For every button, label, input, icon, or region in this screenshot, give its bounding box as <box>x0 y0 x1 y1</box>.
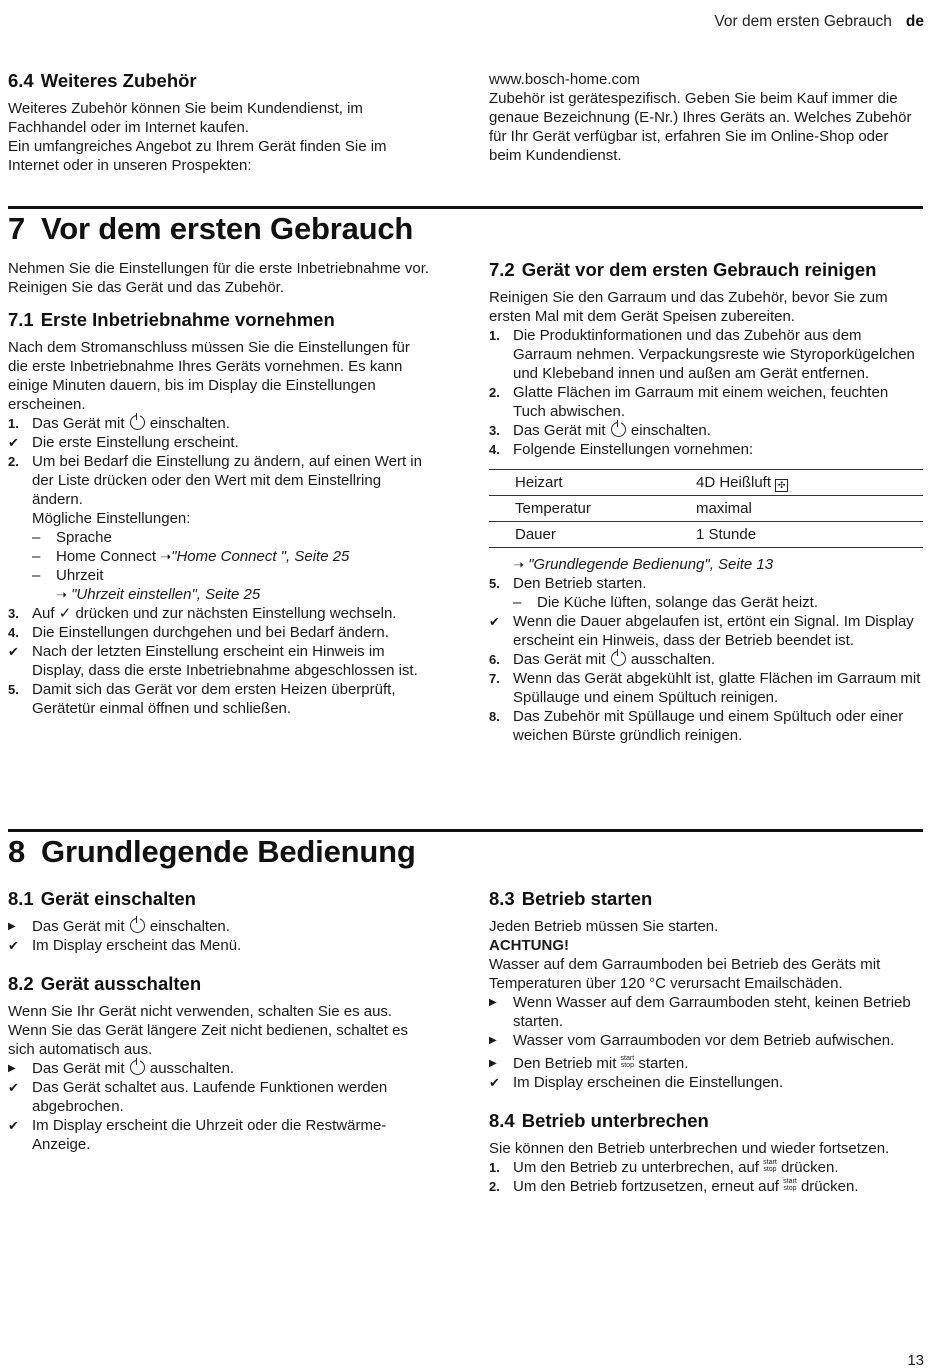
warning-text: Wasser auf dem Garraumboden bei Betrieb des Geräts mit Temperaturen über 120 °C verursacht Emailschäden. <box>489 956 881 992</box>
clean-step-5: 5. Den Betrieb starten. – Die Küche lüften, solange das Gerät heizt. <box>489 575 819 611</box>
step-3: 3. Auf ✓ drücken und zur nächsten Einstellung wechseln. <box>8 605 397 622</box>
chapter-7-rule <box>8 206 923 209</box>
power-icon <box>611 651 626 666</box>
start-action: ▶ Den Betrieb mit start stop starten. <box>489 1055 689 1072</box>
arrow-icon: ➝ <box>56 587 67 602</box>
bosch-url: www.bosch-home.com <box>489 71 640 88</box>
pause-step-1: 1. Um den Betrieb zu unterbrechen, auf start stop drücken. <box>489 1159 839 1176</box>
section-6-4-cont <box>489 70 923 165</box>
power-icon <box>130 918 145 933</box>
chapter-8-left-column <box>8 888 433 1154</box>
clean-result-5: ✔ Wenn die Dauer abgelaufen ist, ertönt ein Signal. Im Display erscheint ein Hinweis, dass der Betrieb beendet ist. <box>489 613 914 649</box>
step-1: 1. Das Gerät mit einschalten. <box>8 415 230 432</box>
power-icon <box>611 422 626 437</box>
check-icon: ✔ <box>8 1118 19 1133</box>
section-6-4-p2: Ein umfangreiches Angebot zu Ihrem Gerät finden Sie im Internet oder in unseren Prospekten: <box>8 138 387 174</box>
table-row: Temperatur maximal <box>489 496 923 522</box>
warning-action-1: ▶ Wenn Wasser auf dem Garraumboden steht, keinen Betrieb starten. <box>489 994 911 1030</box>
clean-step-8: 8. Das Zubehör mit Spüllauge und einem Spültuch oder einer weichen Bürste gründlich reinigen. <box>489 708 904 744</box>
section-8-2-heading: 8.2 Gerät ausschalten <box>8 973 202 994</box>
off-result-2: ✔ Im Display erscheint die Uhrzeit oder die Restwärme-Anzeige. <box>8 1117 387 1153</box>
step-2: 2. Um bei Bedarf die Einstellung zu ändern, auf einen Wert in der Liste drücken oder den Wert mit dem Einstellring ändern. Mögliche Einstellungen: <box>8 453 422 527</box>
running-header <box>714 12 924 31</box>
action-arrow-icon: ▶ <box>489 997 497 1008</box>
clean-step-2: 2. Glatte Flächen im Garraum mit einem weichen, feuchten Tuch abwischen. <box>489 384 889 420</box>
action-arrow-icon: ▶ <box>489 1035 497 1046</box>
section-7-2-heading: 7.2 Gerät vor dem ersten Gebrauch reinigen <box>489 259 877 280</box>
chapter-7-intro: Nehmen Sie die Einstellungen für die erste Inbetriebnahme vor. Reinigen Sie das Gerät und das Zubehör. <box>8 260 430 296</box>
action-arrow-icon: ▶ <box>8 921 16 932</box>
start-stop-icon: start stop <box>783 1178 797 1192</box>
section-7-1-heading: 7.1 Erste Inbetriebnahme vornehmen <box>8 309 335 330</box>
chapter-7-left-column <box>8 259 433 718</box>
section-8-4-intro: Sie können den Betrieb unterbrechen und wieder fortsetzen. <box>489 1140 890 1157</box>
off-result-1: ✔ Das Gerät schaltet aus. Laufende Funktionen werden abgebrochen. <box>8 1079 388 1115</box>
step-4: 4. Die Einstellungen durchgehen und bei Bedarf ändern. <box>8 624 389 641</box>
check-icon: ✔ <box>8 938 19 953</box>
on-action: ▶ Das Gerät mit einschalten. <box>8 918 230 935</box>
chapter-7-heading: 7 Vor dem ersten Gebrauch <box>8 211 414 246</box>
power-icon <box>130 1060 145 1075</box>
confirm-check-icon: ✓ <box>58 605 72 622</box>
section-8-3-heading: 8.3 Betrieb starten <box>489 888 653 909</box>
clean-step-7: 7. Wenn das Gerät abgekühlt ist, glatte Flächen im Garraum mit Spüllauge und einem Spültuch reinigen. <box>489 670 921 706</box>
check-icon: ✔ <box>8 435 19 450</box>
check-icon: ✔ <box>8 644 19 659</box>
header-lang: de <box>905 13 924 30</box>
power-icon <box>130 415 145 430</box>
option-language: – Sprache <box>32 529 112 546</box>
settings-table <box>489 469 923 548</box>
page-number: 13 <box>907 1352 924 1369</box>
warning-action-2: ▶ Wasser vom Garraumboden vor dem Betrieb aufwischen. <box>489 1032 895 1049</box>
option-home-connect: – Home Connect ➝"Home Connect ", Seite 25 <box>32 548 350 565</box>
start-result: ✔ Im Display erscheinen die Einstellungen. <box>489 1074 784 1091</box>
section-6-4-heading: 6.4 Weiteres Zubehör <box>8 70 197 91</box>
option-time: – Uhrzeit ➝ "Uhrzeit einstellen", Seite 25 <box>32 567 261 603</box>
on-result: ✔ Im Display erscheint das Menü. <box>8 937 242 954</box>
section-6-4-p3: Zubehör ist gerätespezifisch. Geben Sie beim Kauf immer die genaue Bezeichnung (E-Nr.) Ihres Geräts an. Welches Zubehör für Ihr Gerät verfügbar ist, erfahren Sie im Online-Shop oder beim Kundendienst. <box>489 90 912 164</box>
section-8-1-heading: 8.1 Gerät einschalten <box>8 888 196 909</box>
clean-step-6: 6. Das Gerät mit ausschalten. <box>489 651 716 668</box>
section-6-4-p1: Weiteres Zubehör können Sie beim Kundendienst, im Fachhandel oder im Internet kaufen. <box>8 100 363 136</box>
hot-air-icon: ✣ <box>775 479 788 492</box>
cross-reference: ➝ "Grundlegende Bedienung", Seite 13 <box>513 556 774 573</box>
section-8-4-heading: 8.4 Betrieb unterbrechen <box>489 1110 709 1131</box>
chapter-8-heading: 8 Grundlegende Bedienung <box>8 834 416 869</box>
check-icon: ✔ <box>489 1075 500 1090</box>
step-5: 5. Damit sich das Gerät vor dem ersten Heizen überprüft, Gerätetür einmal öffnen und schließen. <box>8 681 396 717</box>
section-8-2-intro: Wenn Sie Ihr Gerät nicht verwenden, schalten Sie es aus. Wenn Sie das Gerät längere Zeit nicht bedienen, schaltet es sich automatisch aus. <box>8 1003 408 1058</box>
section-8-3-intro: Jeden Betrieb müssen Sie starten. <box>489 918 719 935</box>
action-arrow-icon: ▶ <box>489 1058 497 1069</box>
result-1: ✔ Die erste Einstellung erscheint. <box>8 434 239 451</box>
action-arrow-icon: ▶ <box>8 1063 16 1074</box>
clean-step-1: 1. Die Produktinformationen und das Zubehör aus dem Garraum nehmen. Verpackungsreste wie Styroporkügelchen und Klebeband innen und außen am Gerät entfernen. <box>489 327 915 382</box>
section-7-2-intro: Reinigen Sie den Garraum und das Zubehör, bevor Sie zum ersten Mal mit dem Gerät Speisen zubereiten. <box>489 289 888 325</box>
pause-step-2: 2. Um den Betrieb fortzusetzen, erneut auf start stop drücken. <box>489 1178 859 1195</box>
arrow-icon: ➝ <box>513 557 524 572</box>
table-row: Dauer 1 Stunde <box>489 522 923 548</box>
arrow-icon: ➝ <box>160 549 172 564</box>
start-stop-icon: start stop <box>763 1159 777 1173</box>
start-stop-icon: start stop <box>620 1055 635 1069</box>
clean-step-4: 4. Folgende Einstellungen vornehmen: <box>489 441 754 458</box>
result-4: ✔ Nach der letzten Einstellung erscheint ein Hinweis im Display, dass die erste Inbetriebnahme abgeschlossen ist. <box>8 643 418 679</box>
check-icon: ✔ <box>8 1080 19 1095</box>
section-7-1-intro: Nach dem Stromanschluss müssen Sie die Einstellungen für die erste Inbetriebnahme Ihres Geräts vornehmen. Es kann einige Minuten dauern, bis im Display die Einstellungen erscheinen. <box>8 339 410 413</box>
warning-label: ACHTUNG! <box>489 937 569 954</box>
chapter-8-right-column <box>489 888 923 1196</box>
section-6-4 <box>8 70 433 175</box>
clean-step-3: 3. Das Gerät mit einschalten. <box>489 422 711 439</box>
chapter-7-right-column <box>489 259 923 745</box>
table-row: Heizart 4D Heißluft ✣ <box>489 470 923 496</box>
check-icon: ✔ <box>489 614 500 629</box>
chapter-8-rule <box>8 829 923 832</box>
header-title: Vor dem ersten Gebrauch <box>714 13 892 30</box>
off-action: ▶ Das Gerät mit ausschalten. <box>8 1060 235 1077</box>
